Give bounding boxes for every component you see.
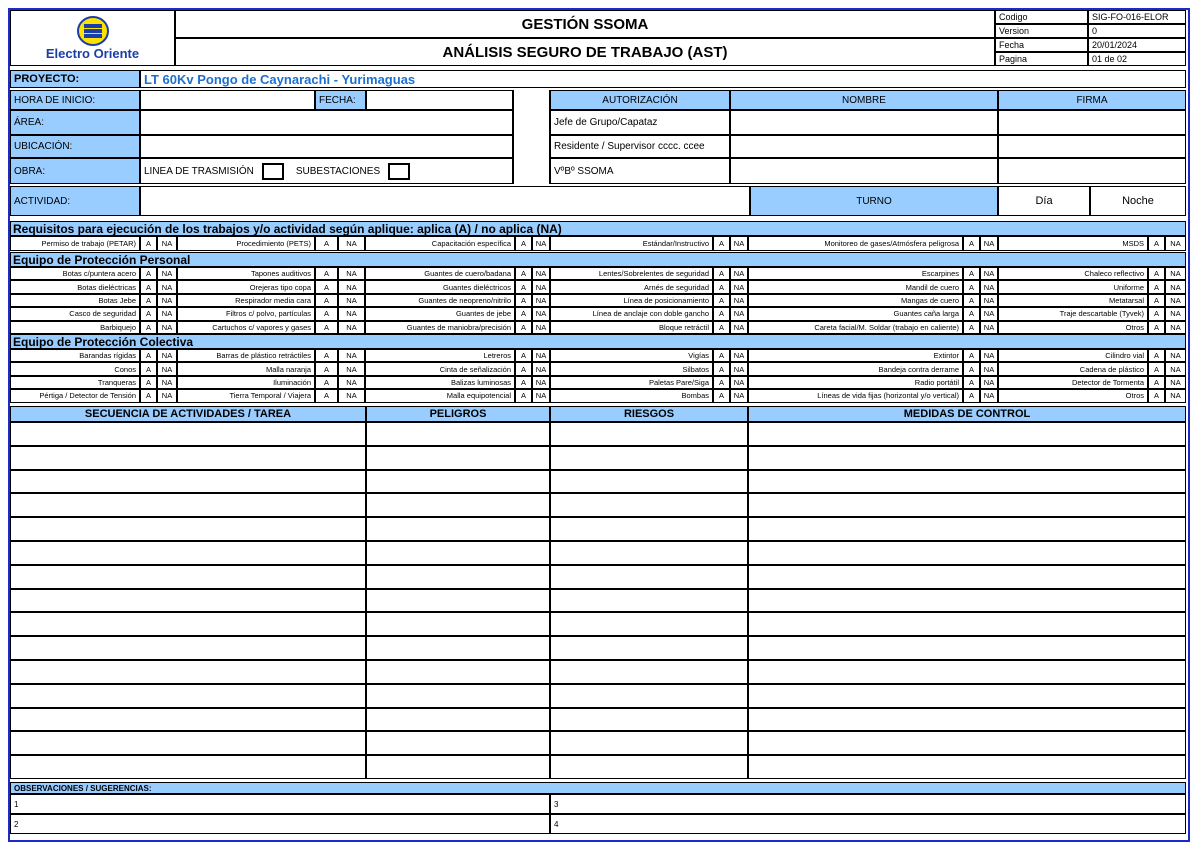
item-label: Balizas luminosas [365, 376, 515, 389]
aplica-option[interactable]: A [963, 294, 980, 307]
aplica-option[interactable]: A [963, 267, 980, 280]
item-label: Guantes de neopreno/nitrilo [365, 294, 515, 307]
auth-header: AUTORIZACIÓN [550, 90, 730, 110]
table-cell-input[interactable] [366, 493, 550, 517]
aplica-option[interactable]: A [963, 349, 980, 362]
table-cell-input[interactable] [550, 517, 748, 541]
item-label: Iluminación [177, 376, 315, 389]
ubicacion-label: UBICACIÓN: [10, 135, 140, 158]
table-cell-input[interactable] [550, 755, 748, 779]
auth-name-input[interactable] [730, 135, 998, 158]
auth-signature-input[interactable] [998, 135, 1186, 158]
fecha-input[interactable] [366, 90, 513, 110]
epp-section-title: Equipo de Protección Personal [10, 252, 1186, 267]
table-cell-input[interactable] [748, 517, 1186, 541]
item-label: Otros [998, 321, 1148, 334]
aplica-option[interactable]: A [140, 294, 157, 307]
item-label: Metatarsal [998, 294, 1148, 307]
item-label: Arnés de seguridad [550, 280, 713, 293]
table-cell-input[interactable] [748, 446, 1186, 470]
table-cell-input[interactable] [366, 517, 550, 541]
aplica-option[interactable]: A [515, 236, 532, 251]
aplica-option[interactable]: A [315, 376, 338, 389]
table-cell-input[interactable] [550, 493, 748, 517]
ubicacion-input[interactable] [140, 135, 513, 158]
item-label: Vigías [550, 349, 713, 362]
aplica-option[interactable]: A [515, 267, 532, 280]
aplica-option[interactable]: A [140, 376, 157, 389]
no-aplica-option[interactable]: NA [980, 307, 998, 320]
aplica-option[interactable]: A [1148, 376, 1165, 389]
observacion-input[interactable]: 4 [550, 814, 1186, 834]
no-aplica-option[interactable]: NA [980, 294, 998, 307]
aplica-option[interactable]: A [963, 389, 980, 402]
table-cell-input[interactable] [550, 612, 748, 636]
item-label: Bloque retráctil [550, 321, 713, 334]
table-cell-input[interactable] [10, 684, 366, 708]
meta-value: 20/01/2024 [1088, 38, 1186, 52]
item-label: Guantes de cuero/badana [365, 267, 515, 280]
aplica-option[interactable]: A [515, 376, 532, 389]
aplica-option[interactable]: A [140, 236, 157, 251]
actividad-input[interactable] [140, 186, 750, 216]
aplica-option[interactable]: A [315, 280, 338, 293]
aplica-option[interactable]: A [963, 321, 980, 334]
item-label: Detector de Tormenta [998, 376, 1148, 389]
no-aplica-option[interactable]: NA [730, 321, 748, 334]
company-logo [10, 10, 175, 66]
no-aplica-option[interactable]: NA [532, 321, 550, 334]
aplica-option[interactable]: A [315, 267, 338, 280]
no-aplica-option[interactable]: NA [157, 321, 177, 334]
item-label: Respirador media cara [177, 294, 315, 307]
linea-label: LINEA DE TRASMISIÓN [144, 165, 254, 177]
item-label: Silbatos [550, 362, 713, 375]
aplica-option[interactable]: A [963, 307, 980, 320]
meta-label: Pagina [995, 52, 1088, 66]
aplica-option[interactable]: A [713, 349, 730, 362]
aplica-option[interactable]: A [140, 280, 157, 293]
table-cell-input[interactable] [748, 684, 1186, 708]
aplica-option[interactable]: A [1148, 321, 1165, 334]
table-cell-input[interactable] [550, 565, 748, 589]
table-cell-input[interactable] [366, 470, 550, 494]
aplica-option[interactable]: A [140, 349, 157, 362]
aplica-option[interactable]: A [1148, 267, 1165, 280]
no-aplica-option[interactable]: NA [980, 362, 998, 375]
table-cell-input[interactable] [748, 755, 1186, 779]
no-aplica-option[interactable]: NA [1165, 376, 1186, 389]
item-label: MSDS [998, 236, 1148, 251]
no-aplica-option[interactable]: NA [338, 280, 365, 293]
no-aplica-option[interactable]: NA [338, 349, 365, 362]
no-aplica-option[interactable]: NA [338, 294, 365, 307]
aplica-option[interactable]: A [315, 389, 338, 402]
table-cell-input[interactable] [10, 517, 366, 541]
no-aplica-option[interactable]: NA [532, 267, 550, 280]
aplica-option[interactable]: A [713, 321, 730, 334]
table-cell-input[interactable] [748, 493, 1186, 517]
item-label: Paletas Pare/Siga [550, 376, 713, 389]
no-aplica-option[interactable]: NA [980, 280, 998, 293]
meta-value: SIG-FO-016-ELOR [1088, 10, 1186, 24]
table-cell-input[interactable] [366, 589, 550, 613]
aplica-option[interactable]: A [1148, 294, 1165, 307]
no-aplica-option[interactable]: NA [730, 307, 748, 320]
table-cell-input[interactable] [550, 636, 748, 660]
turno-dia[interactable]: Día [998, 186, 1090, 216]
aplica-option[interactable]: A [140, 267, 157, 280]
item-label: Monitoreo de gases/Atmósfera peligrosa [748, 236, 963, 251]
table-cell-input[interactable] [10, 731, 366, 755]
no-aplica-option[interactable]: NA [338, 376, 365, 389]
table-cell-input[interactable] [550, 660, 748, 684]
table-cell-input[interactable] [366, 541, 550, 565]
aplica-option[interactable]: A [713, 362, 730, 375]
item-label: Tapones auditivos [177, 267, 315, 280]
table-cell-input[interactable] [748, 636, 1186, 660]
table-cell-input[interactable] [10, 541, 366, 565]
table-cell-input[interactable] [748, 541, 1186, 565]
item-label: Procedimiento (PETS) [177, 236, 315, 251]
item-label: Tranqueras [10, 376, 140, 389]
aplica-option[interactable]: A [713, 294, 730, 307]
observacion-input[interactable]: 1 [10, 794, 550, 814]
table-cell-input[interactable] [748, 470, 1186, 494]
no-aplica-option[interactable]: NA [157, 294, 177, 307]
table-cell-input[interactable] [550, 541, 748, 565]
proyecto-label: PROYECTO: [10, 70, 140, 88]
table-header: MEDIDAS DE CONTROL [748, 406, 1186, 422]
item-label: Letreros [365, 349, 515, 362]
aplica-option[interactable]: A [140, 389, 157, 402]
item-label: Cartuchos c/ vapores y gases [177, 321, 315, 334]
actividad-label: ACTIVIDAD: [10, 186, 140, 216]
table-cell-input[interactable] [10, 612, 366, 636]
no-aplica-option[interactable]: NA [532, 376, 550, 389]
table-cell-input[interactable] [550, 422, 748, 446]
table-header: SECUENCIA DE ACTIVIDADES / TAREA [10, 406, 366, 422]
no-aplica-option[interactable]: NA [532, 307, 550, 320]
no-aplica-option[interactable]: NA [532, 294, 550, 307]
item-label: Barras de plástico retráctiles [177, 349, 315, 362]
hora-input[interactable] [140, 90, 315, 110]
auth-role: VºBº SSOMA [550, 158, 730, 184]
item-label: Escarpines [748, 267, 963, 280]
item-label: Mandil de cuero [748, 280, 963, 293]
aplica-option[interactable]: A [515, 307, 532, 320]
item-label: Malla naranja [177, 362, 315, 375]
aplica-option[interactable]: A [1148, 236, 1165, 251]
auth-role: Jefe de Grupo/Capataz [550, 110, 730, 135]
meta-label: Codigo [995, 10, 1088, 24]
aplica-option[interactable]: A [963, 362, 980, 375]
aplica-option[interactable]: A [515, 389, 532, 402]
area-label: ÁREA: [10, 110, 140, 135]
table-cell-input[interactable] [10, 589, 366, 613]
no-aplica-option[interactable]: NA [532, 280, 550, 293]
no-aplica-option[interactable]: NA [1165, 349, 1186, 362]
item-label: Líneas de vida fijas (horizontal y/o vertical) [748, 389, 963, 402]
item-label: Cilindro vial [998, 349, 1148, 362]
table-cell-input[interactable] [550, 446, 748, 470]
aplica-option[interactable]: A [1148, 362, 1165, 375]
item-label: Malla equipotencial [365, 389, 515, 402]
no-aplica-option[interactable]: NA [980, 267, 998, 280]
no-aplica-option[interactable]: NA [338, 307, 365, 320]
turno-label: TURNO [750, 186, 998, 216]
table-cell-input[interactable] [748, 422, 1186, 446]
no-aplica-option[interactable]: NA [730, 349, 748, 362]
no-aplica-option[interactable]: NA [157, 236, 177, 251]
item-label: Barbiquejo [10, 321, 140, 334]
aplica-option[interactable]: A [315, 362, 338, 375]
aplica-option[interactable]: A [1148, 389, 1165, 402]
aplica-option[interactable]: A [315, 294, 338, 307]
aplica-option[interactable]: A [713, 280, 730, 293]
item-label: Bombas [550, 389, 713, 402]
spacer [513, 90, 550, 184]
item-label: Línea de anclaje con doble gancho [550, 307, 713, 320]
item-label: Cinta de señalización [365, 362, 515, 375]
item-label: Bandeja contra derrame [748, 362, 963, 375]
subestaciones-checkbox[interactable] [388, 163, 410, 180]
table-cell-input[interactable] [366, 660, 550, 684]
table-cell-input[interactable] [366, 755, 550, 779]
meta-value: 0 [1088, 24, 1186, 38]
item-label: Pértiga / Detector de Tensión [10, 389, 140, 402]
no-aplica-option[interactable]: NA [157, 376, 177, 389]
aplica-option[interactable]: A [1148, 349, 1165, 362]
aplica-option[interactable]: A [963, 280, 980, 293]
no-aplica-option[interactable]: NA [532, 236, 550, 251]
item-label: Botas c/puntera acero [10, 267, 140, 280]
title-gestion: GESTIÓN SSOMA [175, 10, 995, 38]
observaciones-title: OBSERVACIONES / SUGERENCIAS: [10, 782, 1186, 794]
no-aplica-option[interactable]: NA [532, 349, 550, 362]
table-cell-input[interactable] [748, 565, 1186, 589]
auth-header: FIRMA [998, 90, 1186, 110]
no-aplica-option[interactable]: NA [1165, 307, 1186, 320]
no-aplica-option[interactable]: NA [730, 389, 748, 402]
aplica-option[interactable]: A [713, 389, 730, 402]
no-aplica-option[interactable]: NA [730, 376, 748, 389]
item-label: Filtros c/ polvo, partículas [177, 307, 315, 320]
item-label: Orejeras tipo copa [177, 280, 315, 293]
item-label: Mangas de cuero [748, 294, 963, 307]
area-input[interactable] [140, 110, 513, 135]
aplica-option[interactable]: A [713, 307, 730, 320]
table-cell-input[interactable] [366, 446, 550, 470]
no-aplica-option[interactable]: NA [157, 349, 177, 362]
no-aplica-option[interactable]: NA [730, 236, 748, 251]
table-header: PELIGROS [366, 406, 550, 422]
observacion-input[interactable]: 2 [10, 814, 550, 834]
logo-icon [76, 16, 110, 46]
no-aplica-option[interactable]: NA [1165, 280, 1186, 293]
item-label: Chaleco reflectivo [998, 267, 1148, 280]
logo-text: Electro Oriente [45, 45, 140, 61]
table-cell-input[interactable] [10, 708, 366, 732]
no-aplica-option[interactable]: NA [980, 236, 998, 251]
no-aplica-option[interactable]: NA [980, 349, 998, 362]
no-aplica-option[interactable]: NA [730, 280, 748, 293]
table-cell-input[interactable] [10, 755, 366, 779]
observacion-input[interactable]: 3 [550, 794, 1186, 814]
aplica-option[interactable]: A [1148, 280, 1165, 293]
table-cell-input[interactable] [10, 493, 366, 517]
table-cell-input[interactable] [10, 422, 366, 446]
aplica-option[interactable]: A [315, 349, 338, 362]
item-label: Guantes de jebe [365, 307, 515, 320]
item-label: Tierra Temporal / Viajera [177, 389, 315, 402]
table-cell-input[interactable] [748, 612, 1186, 636]
table-cell-input[interactable] [366, 422, 550, 446]
table-header: RIESGOS [550, 406, 748, 422]
no-aplica-option[interactable]: NA [730, 294, 748, 307]
table-cell-input[interactable] [748, 708, 1186, 732]
no-aplica-option[interactable]: NA [157, 389, 177, 402]
table-cell-input[interactable] [748, 731, 1186, 755]
auth-name-input[interactable] [730, 158, 998, 184]
meta-label: Fecha [995, 38, 1088, 52]
aplica-option[interactable]: A [515, 362, 532, 375]
no-aplica-option[interactable]: NA [338, 267, 365, 280]
aplica-option[interactable]: A [963, 376, 980, 389]
aplica-option[interactable]: A [1148, 307, 1165, 320]
aplica-option[interactable]: A [515, 349, 532, 362]
no-aplica-option[interactable]: NA [1165, 267, 1186, 280]
item-label: Extintor [748, 349, 963, 362]
no-aplica-option[interactable]: NA [338, 389, 365, 402]
no-aplica-option[interactable]: NA [730, 362, 748, 375]
item-label: Uniforme [998, 280, 1148, 293]
table-cell-input[interactable] [366, 684, 550, 708]
no-aplica-option[interactable]: NA [338, 362, 365, 375]
auth-name-input[interactable] [730, 110, 998, 135]
item-label: Cadena de plástico [998, 362, 1148, 375]
auth-signature-input[interactable] [998, 110, 1186, 135]
aplica-option[interactable]: A [140, 321, 157, 334]
item-label: Conos [10, 362, 140, 375]
table-cell-input[interactable] [550, 589, 748, 613]
table-cell-input[interactable] [366, 612, 550, 636]
no-aplica-option[interactable]: NA [157, 362, 177, 375]
fecha-label: FECHA: [315, 90, 366, 110]
item-label: Botas dieléctricas [10, 280, 140, 293]
auth-signature-input[interactable] [998, 158, 1186, 184]
table-cell-input[interactable] [748, 660, 1186, 684]
aplica-option[interactable]: A [315, 307, 338, 320]
table-cell-input[interactable] [10, 470, 366, 494]
turno-noche[interactable]: Noche [1090, 186, 1186, 216]
no-aplica-option[interactable]: NA [157, 280, 177, 293]
no-aplica-option[interactable]: NA [1165, 321, 1186, 334]
subestaciones-label: SUBESTACIONES [295, 165, 381, 177]
requisitos-section-title: Requisitos para ejecución de los trabajos y/o actividad según aplique: aplica (A) / no aplica (NA) [10, 221, 1186, 236]
item-label: Guantes caña larga [748, 307, 963, 320]
aplica-option[interactable]: A [515, 280, 532, 293]
aplica-option[interactable]: A [713, 267, 730, 280]
table-cell-input[interactable] [10, 636, 366, 660]
item-label: Traje descartable (Tyvek) [998, 307, 1148, 320]
aplica-option[interactable]: A [515, 294, 532, 307]
no-aplica-option[interactable]: NA [157, 307, 177, 320]
item-label: Capacitación específica [365, 236, 515, 251]
item-label: Careta facial/M. Soldar (trabajo en caliente) [748, 321, 963, 334]
aplica-option[interactable]: A [963, 236, 980, 251]
proyecto-value[interactable]: LT 60Kv Pongo de Caynarachi - Yurimaguas [140, 70, 1186, 88]
epc-section-title: Equipo de Protección Colectiva [10, 334, 1186, 349]
no-aplica-option[interactable]: NA [980, 389, 998, 402]
item-label: Permiso de trabajo (PETAR) [10, 236, 140, 251]
item-label: Barandas rígidas [10, 349, 140, 362]
title-ast: ANÁLISIS SEGURO DE TRABAJO (AST) [175, 38, 995, 66]
hora-label: HORA DE INICIO: [10, 90, 140, 110]
item-label: Otros [998, 389, 1148, 402]
table-cell-input[interactable] [366, 731, 550, 755]
auth-role: Residente / Supervisor cccc. ccee [550, 135, 730, 158]
item-label: Guantes dieléctricos [365, 280, 515, 293]
no-aplica-option[interactable]: NA [338, 236, 365, 251]
no-aplica-option[interactable]: NA [532, 389, 550, 402]
table-cell-input[interactable] [748, 589, 1186, 613]
no-aplica-option[interactable]: NA [1165, 294, 1186, 307]
table-cell-input[interactable] [366, 708, 550, 732]
aplica-option[interactable]: A [515, 321, 532, 334]
aplica-option[interactable]: A [713, 236, 730, 251]
item-label: Estándar/Instructivo [550, 236, 713, 251]
table-cell-input[interactable] [10, 660, 366, 684]
meta-label: Version [995, 24, 1088, 38]
table-cell-input[interactable] [550, 731, 748, 755]
table-cell-input[interactable] [550, 708, 748, 732]
obra-options [140, 158, 513, 184]
table-cell-input[interactable] [10, 565, 366, 589]
no-aplica-option[interactable]: NA [157, 267, 177, 280]
aplica-option[interactable]: A [140, 307, 157, 320]
no-aplica-option[interactable]: NA [532, 362, 550, 375]
item-label: Botas Jebe [10, 294, 140, 307]
table-cell-input[interactable] [366, 565, 550, 589]
aplica-option[interactable]: A [140, 362, 157, 375]
table-cell-input[interactable] [550, 684, 748, 708]
no-aplica-option[interactable]: NA [980, 321, 998, 334]
no-aplica-option[interactable]: NA [980, 376, 998, 389]
obra-label: OBRA: [10, 158, 140, 184]
item-label: Línea de posicionamiento [550, 294, 713, 307]
no-aplica-option[interactable]: NA [338, 321, 365, 334]
no-aplica-option[interactable]: NA [1165, 236, 1186, 251]
item-label: Guantes de maniobra/precisión [365, 321, 515, 334]
meta-value: 01 de 02 [1088, 52, 1186, 66]
no-aplica-option[interactable]: NA [730, 267, 748, 280]
table-cell-input[interactable] [366, 636, 550, 660]
item-label: Casco de seguridad [10, 307, 140, 320]
item-label: Radio portátil [748, 376, 963, 389]
no-aplica-option[interactable]: NA [1165, 362, 1186, 375]
aplica-option[interactable]: A [713, 376, 730, 389]
item-label: Lentes/Sobrelentes de seguridad [550, 267, 713, 280]
table-cell-input[interactable] [10, 446, 366, 470]
table-cell-input[interactable] [550, 470, 748, 494]
linea-checkbox[interactable] [262, 163, 284, 180]
auth-header: NOMBRE [730, 90, 998, 110]
aplica-option[interactable]: A [315, 236, 338, 251]
aplica-option[interactable]: A [315, 321, 338, 334]
no-aplica-option[interactable]: NA [1165, 389, 1186, 402]
